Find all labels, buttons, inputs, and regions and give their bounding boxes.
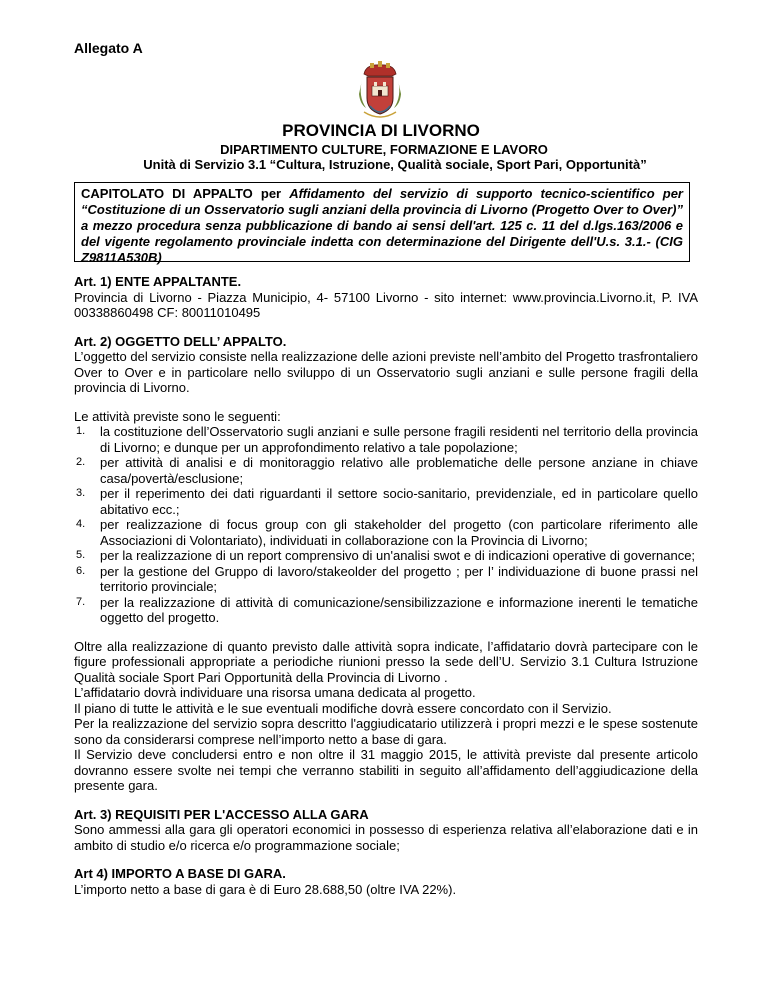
department-subtitle: DIPARTIMENTO CULTURE, FORMAZIONE E LAVORO — [220, 142, 548, 157]
art1-text: Provincia di Livorno - Piazza Municipio, 4- 57100 Livorno - sito internet: www.provincia.Livorno.it, P. IVA 00338860498 CF: 80011010495 — [74, 289, 698, 320]
list-item: 7. per la realizzazione di attività di comunicazione/sensibilizzazione e informazione inerenti le tematiche oggetto del progetto. — [76, 594, 698, 625]
list-item: 6. per la gestione del Gruppo di lavoro/stakeolder del progetto ; per l’ individuazione di buone prassi nel territorio provinciale; — [76, 563, 698, 594]
document-body — [74, 274, 698, 897]
art3-heading: Art. 3) REQUISITI PER L'ACCESSO ALLA GARA — [74, 806, 369, 822]
art2-paragraph: Per la realizzazione del servizio sopra descritto l'aggiudicatario utilizzerà i propri mezzi e le spese sostenute sono da considerarsi comprese nell’importo netto a base di gara. — [74, 716, 698, 747]
list-item: 5. per la realizzazione di un report comprensivo di un'analisi swot e di indicazioni operative di governance; — [76, 548, 696, 563]
art4-heading: Art 4) IMPORTO A BASE DI GARA. — [74, 866, 286, 881]
art2-paragraph: L’affidatario dovrà individuare una risorsa umana dedicata al progetto. — [74, 685, 476, 700]
art2-list-intro: Le attività previste sono le seguenti: — [74, 408, 281, 424]
art2-heading: Art. 2) OGGETTO DELL’ APPALTO. — [74, 333, 287, 349]
page-title: PROVINCIA DI LIVORNO — [282, 121, 480, 140]
activities-list — [74, 424, 698, 626]
province-crest-icon — [356, 60, 404, 122]
art1-heading: Art. 1) ENTE APPALTANTE. — [74, 274, 242, 289]
art2-paragraph: Oltre alla realizzazione di quanto previsto dalle attività sopra indicate, l’affidatario dovrà partecipare con le figure professionali appropriate a periodiche riunioni presso la sede dell’U. Servizio 3.1 Cultura Istruzione Qualità sociale Sport Pari Opportunità della Provincia di Livorno . — [74, 638, 698, 685]
list-item: 1. la costituzione dell’Osservatorio sugli anziani e sulle persone fragili residenti nel territorio della provincia di Livorno; e dunque per un approfondimento relativo a tale popolazione; — [76, 424, 698, 455]
art2-paragraph: Il piano di tutte le attività e le sue eventuali modifiche dovrà essere concordato con il Servizio. — [74, 700, 612, 716]
box-italic-text: Affidamento del servizio di supporto tecnico-scientifico per “Costituzione di un Osservatorio sugli anziani della provincia di Livorno (Progetto Over to Over)” a mezzo procedura senza pubblicazione di bando ai sensi dell'art. 125 c. 11 del d.lgs.163/2006 e del vigente regolamento provinciale indetta con determinazione del Dirigente dell'U.s. 3.1.- (CIG Z9811A530B) — [81, 186, 683, 265]
box-lead: CAPITOLATO DI APPALTO per — [81, 186, 290, 201]
art4-text: L’importo netto a base di gara è di Euro 28.688,50 (oltre IVA 22%). — [74, 881, 457, 897]
list-item: 4. per realizzazione di focus group con gli stakeholder del progetto (con particolare riferimento alle Associazioni di Volontariato), individuati in collaborazione con la Provincia di Livorno; — [76, 517, 698, 548]
list-item: 3. per il reperimento dei dati riguardanti il settore socio-sanitario, previdenziale, ed in particolare quello abitativo ecc.; — [76, 486, 698, 517]
allegato-label: Allegato A — [74, 40, 143, 56]
art3-text: Sono ammessi alla gara gli operatori economici in possesso di esperienza relativa all’elaborazione dati e in ambito di studio e/o ricerca e/o programmazione sociale; — [74, 822, 698, 853]
art2-text: L’oggetto del servizio consiste nella realizzazione delle azioni previste nell’ambito del Progetto trasfrontaliero Over to Over e in particolare nello sviluppo di un Osservatorio sugli anziani e sulle persone fragili della provincia di Livorno. — [74, 349, 698, 395]
tender-title-box — [74, 182, 690, 265]
art2-paragraph: Il Servizio deve concludersi entro e non oltre il 31 maggio 2015, le attività previste dal presente articolo dovranno essere svolte nei tempi che verranno stabiliti in seguito all’affidamento dell’aggiudicazione della presente gara. — [74, 747, 698, 793]
unit-subtitle: Unità di Servizio 3.1 “Cultura, Istruzione, Qualità sociale, Sport Pari, Opportunità” — [143, 157, 647, 172]
list-item: 2. per attività di analisi e di monitoraggio relativo alle problematiche delle persone anziane in chiave casa/povertà/esclusione; — [76, 455, 698, 486]
